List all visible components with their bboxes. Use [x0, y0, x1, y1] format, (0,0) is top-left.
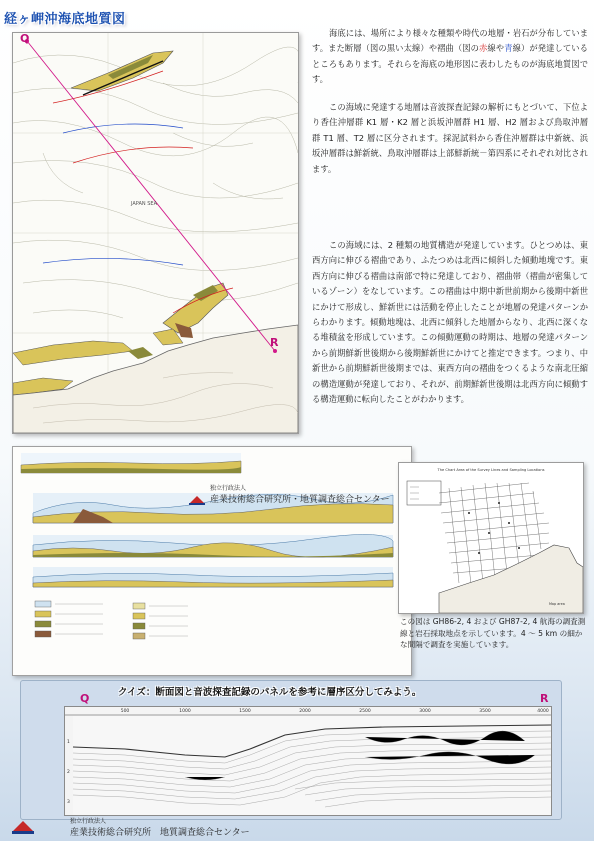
- paragraph-stratigraphy: この海域に発達する地層は音波探査記録の解析にもとづいて、下位より香住沖層群 K1 層・K2 層と浜坂沖層群 H1 層、H2 層および鳥取沖層群 T1 層、T2 層に区分されます。採泥試料から香住沖層群は中新統、浜坂沖層群は鮮新統、鳥取沖層群は上部鮮新統－第四系にそれぞれ対比されます。: [312, 102, 588, 174]
- sea-label: JAPAN SEA: [131, 201, 158, 207]
- cross-section-panel: [12, 446, 412, 676]
- track-caption: この図は GH86-2, 4 および GH87-2, 4 航海の調査測線と岩石採取地点を示しています。4 ～ 5 km の細かな間隔で調査を実施しています。: [400, 617, 586, 650]
- aist-logo-icon: [10, 818, 36, 836]
- x-tick: 3500: [479, 709, 491, 714]
- map-q-label: Q: [20, 32, 30, 45]
- footer-institution: 産業技術総合研究所 地質調査総合センター: [70, 828, 250, 838]
- y-tick: 2: [67, 770, 70, 775]
- track-map-scale: Map area: [549, 602, 565, 606]
- quiz-title: クイズ：断面図と音波探査記録のパネルを参考に層序区分してみよう。: [118, 687, 422, 698]
- x-tick: 2500: [359, 709, 371, 714]
- survey-track-map: [398, 462, 584, 614]
- x-tick: 3000: [419, 709, 431, 714]
- paragraph-intro: 海底には、場所により様々な種類や時代の地層・岩石が分布しています。また断層（図の黒い太線）や褶曲（図の赤線や青線）が発達しているところもあります。それらを海底の地形図に表わしたものが海底地質図です。: [312, 28, 588, 85]
- section-institution: 独立行政法人 産業技術総合研究所・地質調査総合センター: [188, 492, 390, 505]
- seismic-record: [64, 706, 552, 816]
- paragraph-structure: この海域には、2 種類の地質構造が発達しています。ひとつめは、東西方向に伸びる褶曲であり、ふたつめは北西に傾斜した傾動地塊です。東西方向に伸びる褶曲は南部で特に発達しており、褶曲帯（褶曲が密集しているゾーン）をなしています。この褶曲は中期中新世前期から後期中新世にかけて形成し、鮮新世には活動を停止したことが地層の発達パターンからわかります。傾動地塊は、北西に傾斜した地層からなり、北西に深くなる堆積盆を形成しています。この傾動運動の時期は、地層の発達パターンから前期鮮新世後期から後期鮮新世にかけてと推定できます。つまり、中新世から前期鮮新世後期までは、東西方向の褶曲をつくるような南北圧縮の構造運動が発達しており、それが、前期鮮新世後期は北西方向に傾動する構造運動に転向したことがわかります。: [312, 240, 588, 405]
- geologic-map: [12, 32, 299, 434]
- map-r-label: R: [270, 336, 279, 349]
- x-tick: 2000: [299, 709, 311, 714]
- x-tick: 1000: [179, 709, 191, 714]
- track-map-heading: The Chart Area of the Survey Lines and Sampling Locations: [437, 468, 545, 472]
- y-tick: 3: [67, 800, 70, 805]
- y-tick: 1: [67, 740, 70, 745]
- aist-logo-icon: [188, 495, 206, 505]
- footer-institution-type: 独立行政法人: [70, 818, 107, 825]
- x-tick: 1500: [239, 709, 251, 714]
- quiz-q-label: Q: [80, 692, 90, 705]
- x-tick: 4000: [537, 709, 549, 714]
- quiz-r-label: R: [540, 692, 549, 705]
- x-tick: 500: [120, 709, 130, 714]
- page-title: 経ヶ岬沖海底地質図: [4, 12, 126, 27]
